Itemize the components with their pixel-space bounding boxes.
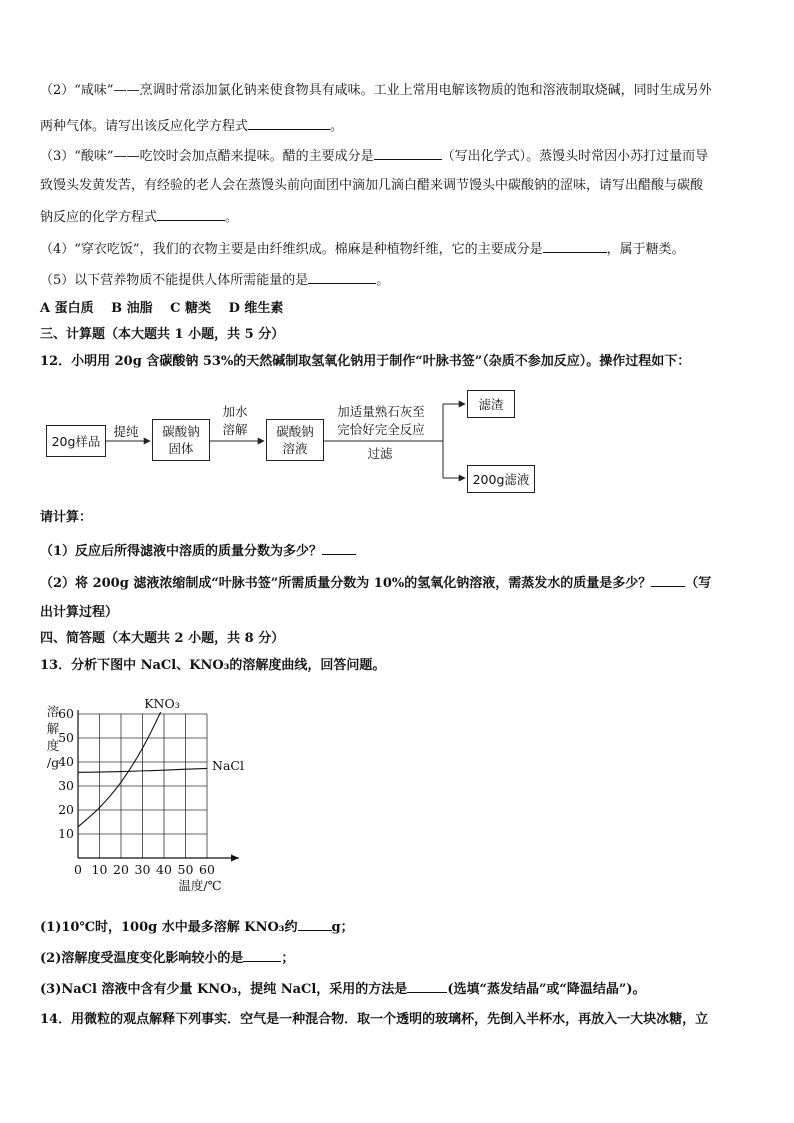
q12-sub2-text-after: （写 xyxy=(685,576,712,591)
q13-sub3-text-after: (选填“蒸发结晶”或“降温结晶”)。 xyxy=(447,982,646,997)
please-calc: 请计算： xyxy=(40,510,93,525)
flow-arrow3-label-top2: 完恰好完全反应 xyxy=(337,422,425,437)
x-tick-label: 30 xyxy=(134,862,151,877)
q13-sub1-text-after: g； xyxy=(331,920,354,935)
answer-blank[interactable] xyxy=(243,948,281,962)
q13-stem: 13．分析下图中 NaCl、KNO₃的溶解度曲线，回答问题。 xyxy=(40,658,386,673)
q13-sub2-text-after: ； xyxy=(281,951,295,966)
flow-arrow1-label: 提纯 xyxy=(113,424,139,439)
x-tick-label: 0 xyxy=(74,862,82,877)
q13-sub3 xyxy=(40,979,646,999)
q12-sub2-line2: 出计算过程） xyxy=(40,605,119,620)
flow-box-solution-line2: 溶液 xyxy=(282,441,308,456)
q11-part4-text: （4）“穿衣吃饭”，我们的衣物主要是由纤维织成。棉麻是种植物纤维，它的主要成分是 xyxy=(40,242,543,257)
x-axis-arrow xyxy=(231,855,239,862)
q14-stem: 14．用微粒的观点解释下列事实．空气是一种混合物．取一个透明的玻璃杯，先倒入半杯水，再放入一大块冰糖，立 xyxy=(40,1012,709,1027)
y-tick-label: 30 xyxy=(58,778,74,793)
x-tick-label: 20 xyxy=(113,862,129,877)
y-tick-label: 20 xyxy=(58,802,74,817)
y-axis-label-char: /g xyxy=(46,755,60,770)
y-axis-label-char: 溶 xyxy=(46,704,60,719)
q11-part2-line2: 两种气体。请写出该反应化学方程式 。 xyxy=(40,116,343,136)
y-axis-label-char: 解 xyxy=(46,721,60,736)
flow-arrow2-label-top: 加水 xyxy=(222,404,248,419)
q11-part3-text-after: （写出化学式）。蒸馒头时常因小苏打过量而导 xyxy=(441,149,709,164)
flow-box-sample-label: 20g样品 xyxy=(51,433,101,449)
flow-box-solid-line1: 碳酸钠 xyxy=(162,424,200,439)
y-tick-label: 40 xyxy=(58,754,74,769)
q13-sub2-text: (2)溶解度受温度变化影响较小的是 xyxy=(40,951,244,966)
y-tick-label: 60 xyxy=(58,706,74,721)
q13-sub2 xyxy=(40,948,294,968)
answer-blank[interactable] xyxy=(298,917,332,931)
flow-box-residue-label: 滤渣 xyxy=(478,396,504,412)
q11-part5-text: （5）以下营养物质不能提供人体所需能量的是 xyxy=(40,273,309,288)
q12-sub1-text: （1）反应后所得滤液中溶质的质量分数为多少？ xyxy=(40,544,323,559)
kno3-series-label: KNO₃ xyxy=(144,696,180,711)
flow-box-filtrate-label: 200g滤液 xyxy=(472,471,530,487)
q11-part3-line3: 钠反应的化学方程式 。 xyxy=(40,207,238,227)
section3-heading: 三、计算题（本大题共 1 小题，共 5 分） xyxy=(40,327,285,342)
flow-arrow3-label-bottom: 过滤 xyxy=(367,446,393,461)
flow-box-solution-line1: 碳酸钠 xyxy=(276,424,314,439)
q11-part2-line1: （2）“咸味”——烹调时常添加氯化钠来使食物具有咸味。工业上常用电解该物质的饱和溶液制取烧碱，同时生成另外 xyxy=(40,83,712,98)
q13-sub1 xyxy=(40,917,354,937)
q11-part2-text: 两种气体。请写出该反应化学方程式 xyxy=(40,119,249,134)
y-axis-label-char: 度 xyxy=(46,738,60,753)
nacl-series-label: NaCl xyxy=(212,758,244,773)
q11-part5: （5）以下营养物质不能提供人体所需能量的是 。 xyxy=(40,270,389,290)
section4-heading: 四、简答题（本大题共 2 小题，共 8 分） xyxy=(40,631,285,646)
kno3-curve xyxy=(78,625,196,827)
x-tick-label: 40 xyxy=(156,862,172,877)
flow-arrow3-label-top1: 加适量熟石灰至 xyxy=(337,404,425,419)
x-tick-label: 60 xyxy=(199,862,215,877)
q11-part3-text: （3）“酸味”——吃饺时会加点醋来提味。醋的主要成分是 xyxy=(40,149,374,164)
q13-sub3-text: (3)NaCl 溶液中含有少量 KNO₃，提纯 NaCl，采用的方法是 xyxy=(40,982,408,997)
x-tick-label: 50 xyxy=(177,862,194,877)
q13-sub1-text: (1)10℃时，100g 水中最多溶解 KNO₃约 xyxy=(40,920,298,935)
flow-arrow2-label-bottom: 溶解 xyxy=(222,422,248,437)
q11-options: A 蛋白质 B 油脂 C 糖类 D 维生素 xyxy=(40,301,284,316)
q11-part3-line2: 致馒头发黄发苦，有经验的老人会在蒸馒头前向面团中滴加几滴白醋来调节馒头中碳酸钠的涩味，请写出醋酸与碳酸 xyxy=(40,178,704,193)
q12-sub2-text: （2）将 200g 滤液浓缩制成“叶脉书签”所需质量分数为 10%的氢氧化钠溶液，需蒸发水的质量是多少？ xyxy=(40,576,652,591)
y-tick-label: 10 xyxy=(58,826,74,841)
flow-box-solid-line2: 固体 xyxy=(168,441,194,456)
q12-stem: 12．小明用 20g 含碳酸钠 53%的天然碱制取氢氧化钠用于制作“叶脉书签”（杂质不参加反应）。操作过程如下： xyxy=(40,354,691,369)
q11-part4-text-after: ，属于糖类。 xyxy=(606,242,685,257)
y-tick-label: 50 xyxy=(58,730,74,745)
x-axis-label: 温度/℃ xyxy=(178,878,222,893)
q11-part3-line3-text: 钠反应的化学方程式 xyxy=(40,210,158,225)
answer-blank[interactable] xyxy=(407,979,447,993)
x-tick-label: 10 xyxy=(91,862,108,877)
